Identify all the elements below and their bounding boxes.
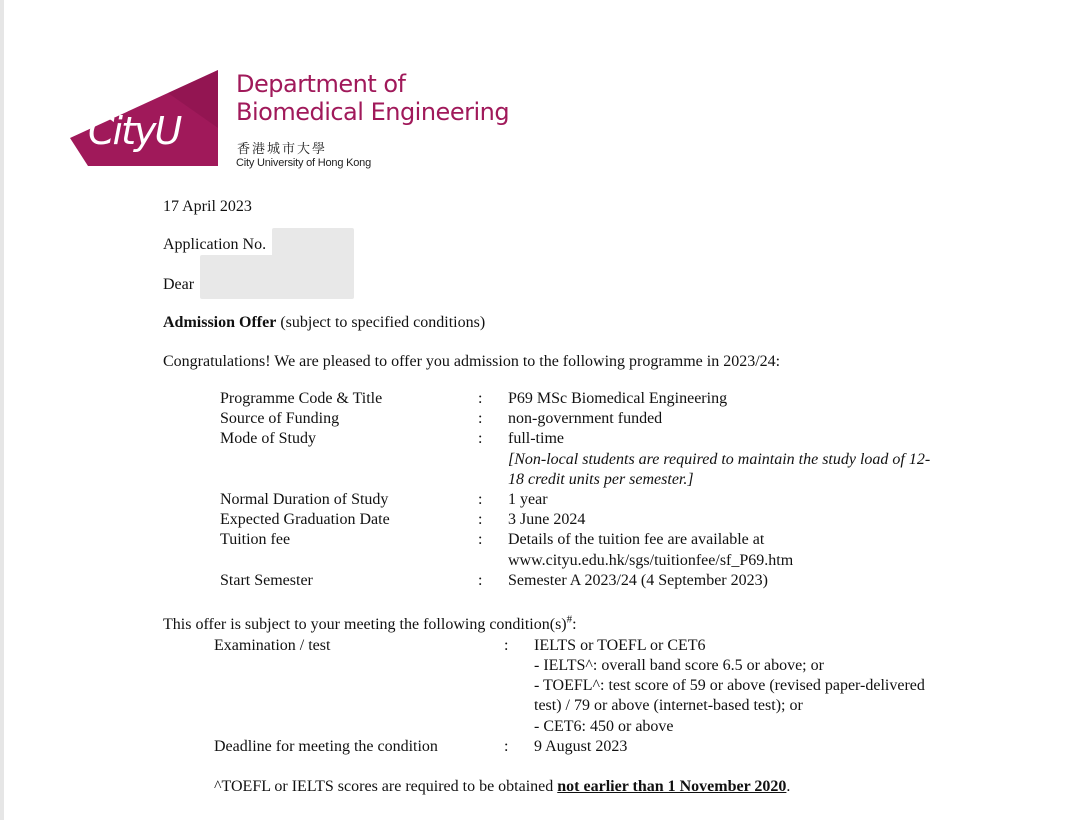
dept-line-1: Department of [236, 70, 406, 98]
deadline-label: Deadline for meeting the condition [214, 738, 438, 755]
row-colon: : [478, 430, 483, 447]
conditions-intro-text: This offer is subject to your meeting the following condition(s) [163, 616, 567, 633]
row-label-mode: Mode of Study [220, 430, 316, 447]
exam-colon: : [504, 637, 509, 654]
row-value-tuition: Details of the tuition fee are available at [508, 531, 765, 548]
row-colon: : [478, 410, 483, 427]
exam-line-3: - TOEFL^: test score of 59 or above (revised paper-delivered [534, 677, 925, 694]
row-value-start: Semester A 2023/24 (4 September 2023) [508, 572, 768, 589]
mode-note-line-2: 18 credit units per semester.] [508, 471, 694, 488]
offer-heading [163, 313, 485, 333]
dept-line-2: Biomedical Engineering [236, 98, 510, 126]
exam-line-2: - IELTS^: overall band score 6.5 or above; or [534, 657, 824, 674]
note-emphasis: not earlier than 1 November 2020 [557, 778, 787, 795]
offer-subtitle: (subject to specified conditions) [280, 314, 486, 331]
redacted-recipient-name [200, 255, 354, 299]
note-end: . [786, 778, 791, 795]
letter-date: 17 April 2023 [163, 198, 252, 215]
row-value-funding: non-government funded [508, 410, 663, 427]
row-value-mode: full-time [508, 430, 564, 447]
deadline-value: 9 August 2023 [534, 738, 628, 755]
redacted-application-number [272, 228, 354, 258]
row-value-programme: P69 MSc Biomedical Engineering [508, 390, 728, 407]
note-prefix: ^TOEFL or IELTS scores are required to be obtained [214, 778, 558, 795]
conditions-intro-end: : [572, 616, 577, 633]
mode-note-line-1: [Non-local students are required to maintain the study load of 12- [508, 451, 931, 468]
exam-line-5: - CET6: 450 or above [534, 718, 674, 735]
row-label-graduation: Expected Graduation Date [220, 511, 390, 528]
application-label: Application No. [163, 236, 267, 253]
cityu-logo [68, 68, 228, 168]
row-colon: : [478, 491, 483, 508]
dear-label: Dear [163, 276, 195, 293]
conditions-intro [163, 615, 577, 635]
university-name-chinese: 香港城市大學 [237, 142, 328, 157]
row-value-duration: 1 year [508, 491, 548, 508]
department-title [236, 70, 509, 126]
row-value-graduation: 3 June 2024 [508, 511, 586, 528]
row-label-programme: Programme Code & Title [220, 390, 383, 407]
row-colon: : [478, 531, 483, 548]
logo-text: CityU [88, 109, 181, 153]
row-label-duration: Normal Duration of Study [220, 491, 389, 508]
exam-line-4: test) / 79 or above (internet-based test); or [534, 697, 803, 714]
deadline-colon: : [504, 738, 509, 755]
conditions-mark: # [566, 613, 573, 626]
score-validity-note [214, 777, 790, 797]
university-name-english: City University of Hong Kong [236, 157, 372, 169]
row-label-funding: Source of Funding [220, 410, 340, 427]
row-label-tuition: Tuition fee [220, 531, 291, 548]
page-edge [0, 0, 4, 820]
exam-label: Examination / test [214, 637, 331, 654]
row-colon: : [478, 390, 483, 407]
tuition-url: www.cityu.edu.hk/sgs/tuitionfee/sf_P69.htm [508, 552, 794, 569]
row-label-start: Start Semester [220, 572, 313, 589]
row-colon: : [478, 511, 483, 528]
row-colon: : [478, 572, 483, 589]
offer-title: Admission Offer [163, 314, 277, 331]
exam-line-1: IELTS or TOEFL or CET6 [534, 637, 706, 654]
intro-paragraph: Congratulations! We are pleased to offer you admission to the following programme in 2023/24: [163, 353, 781, 370]
